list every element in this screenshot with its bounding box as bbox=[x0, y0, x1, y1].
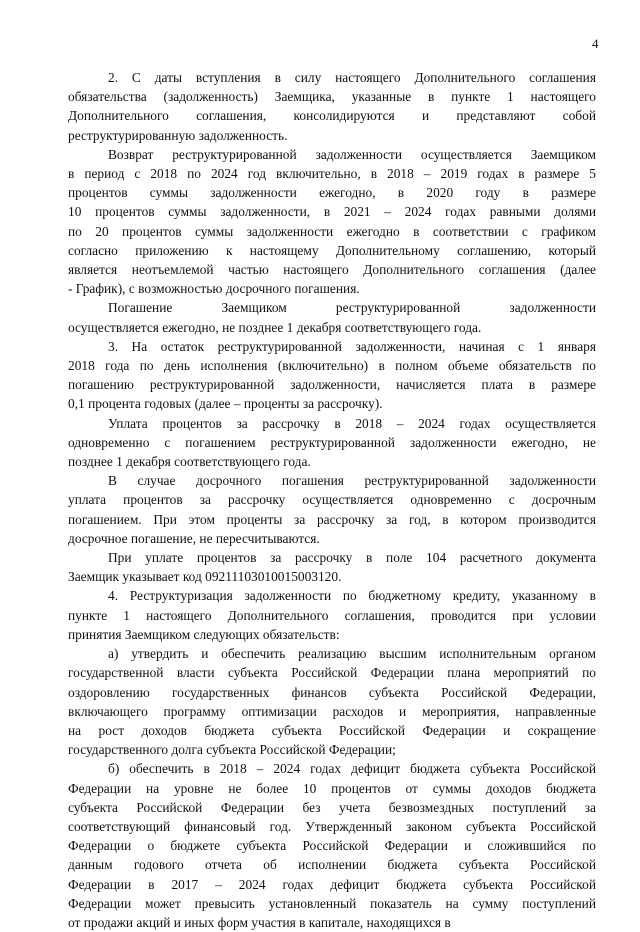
text-line: б) обеспечить в 2018 – 2024 годах дефицит бюджета субъекта Российской bbox=[108, 761, 596, 777]
text-line: пункте 1 настоящего Дополнительного соглашения, проводится при условии bbox=[68, 607, 596, 623]
paragraph bbox=[68, 759, 596, 932]
text-line: является неотъемлемой частью настоящего Дополнительного соглашения (далее bbox=[68, 262, 596, 278]
text-line: государственного долга субъекта Российской Федерации; bbox=[68, 742, 396, 758]
text-line: погашением. При этом проценты за рассрочку за год, в котором производится bbox=[68, 511, 596, 527]
text-line: Федерации в 2017 – 2024 годах дефицит бюджета субъекта Российской bbox=[68, 876, 596, 892]
text-line: 4. Реструктуризация задолженности по бюджетному кредиту, указанному в bbox=[108, 588, 596, 604]
paragraph bbox=[68, 414, 596, 472]
text-line: обязательства (задолженность) Заемщика, указанные в пункте 1 настоящего bbox=[68, 89, 596, 105]
paragraph bbox=[68, 337, 596, 414]
text-line: одновременно с погашением реструктурированной задолженности ежегодно, не bbox=[68, 434, 596, 450]
text-line: 0,1 процента годовых (далее – проценты за рассрочку). bbox=[68, 396, 383, 412]
document-body bbox=[68, 68, 596, 932]
text-line: уплата процентов за рассрочку осуществляется одновременно с досрочным bbox=[68, 492, 596, 508]
paragraph bbox=[68, 471, 596, 548]
text-line: позднее 1 декабря соответствующего года. bbox=[68, 454, 311, 470]
paragraph bbox=[68, 548, 596, 586]
text-line: включающего программу оптимизации расходов и мероприятия, направленные bbox=[68, 703, 596, 719]
text-line: досрочное погашение, не пересчитываются. bbox=[68, 530, 320, 546]
text-line: а) утвердить и обеспечить реализацию высшим исполнительным органом bbox=[108, 646, 596, 662]
text-line: по 20 процентов суммы задолженности ежегодно в соответствии с графиком bbox=[68, 223, 596, 239]
text-line: При уплате процентов за рассрочку в поле 104 расчетного документа bbox=[108, 550, 596, 566]
text-line: оздоровлению государственных финансов субъекта Российской Федерации, bbox=[68, 684, 596, 700]
text-line: данным годового отчета об исполнении бюджета субъекта Российской bbox=[68, 857, 596, 873]
text-line: Возврат реструктурированной задолженности осуществляется Заемщиком bbox=[108, 146, 596, 162]
text-line: 10 процентов суммы задолженности, в 2021 – 2024 годах равными долями bbox=[68, 204, 596, 220]
text-line: процентов суммы задолженности ежегодно, в 2020 году в размере bbox=[68, 185, 596, 201]
text-line: Уплата процентов за рассрочку в 2018 – 2024 годах осуществляется bbox=[108, 415, 596, 431]
text-line: Погашение Заемщиком реструктурированной задолженности bbox=[108, 300, 596, 316]
text-line: принятия Заемщиком следующих обязательств: bbox=[68, 626, 340, 642]
text-line: В случае досрочного погашения реструктурированной задолженности bbox=[108, 473, 596, 489]
text-line: Федерации на уровне не более 10 процентов от суммы доходов бюджета bbox=[68, 780, 596, 796]
paragraph bbox=[68, 68, 596, 145]
text-line: погашению реструктурированной задолженности, начисляется плата в размере bbox=[68, 377, 596, 393]
text-line: в период с 2018 по 2024 год включительно, в 2018 – 2019 годах в размере 5 bbox=[68, 166, 596, 182]
text-line: согласно приложению к настоящему Дополнительному соглашению, который bbox=[68, 242, 596, 258]
paragraph bbox=[68, 298, 596, 336]
paragraph bbox=[68, 586, 596, 644]
paragraph bbox=[68, 644, 596, 759]
text-line: 2. С даты вступления в силу настоящего Дополнительного соглашения bbox=[108, 70, 596, 85]
text-line: 2018 года по день исполнения (включительно) в полном объеме обязательств по bbox=[68, 358, 596, 374]
page-number: 4 bbox=[592, 36, 599, 51]
text-line: Федерации может превысить установленный показатель на сумму поступлений bbox=[68, 895, 596, 911]
text-line: реструктурированную задолженность. bbox=[68, 127, 288, 143]
text-line: от продажи акций и иных форм участия в капитале, находящихся в bbox=[68, 914, 451, 930]
text-line: - График), с возможностью досрочного погашения. bbox=[68, 281, 360, 297]
text-line: осуществляется ежегодно, не позднее 1 декабря соответствующего года. bbox=[68, 319, 482, 335]
paragraph bbox=[68, 145, 596, 299]
text-line: Дополнительного соглашения, консолидируются и представляют собой bbox=[68, 108, 596, 124]
text-line: государственной власти субъекта Российской Федерации плана мероприятий по bbox=[68, 665, 596, 681]
text-line: соответствующий финансовый год. Утвержденный законом субъекта Российской bbox=[68, 818, 596, 834]
text-line: Заемщик указывает код 09211103010015003120. bbox=[68, 569, 342, 585]
text-line: субъекта Российской Федерации без учета безвозмездных поступлений за bbox=[68, 799, 596, 815]
text-line: Федерации о бюджете субъекта Российской Федерации и сложившийся по bbox=[68, 838, 596, 854]
text-line: 3. На остаток реструктурированной задолженности, начиная с 1 января bbox=[108, 338, 596, 354]
text-line: на рост доходов бюджета субъекта Российской Федерации и сокращение bbox=[68, 722, 596, 738]
